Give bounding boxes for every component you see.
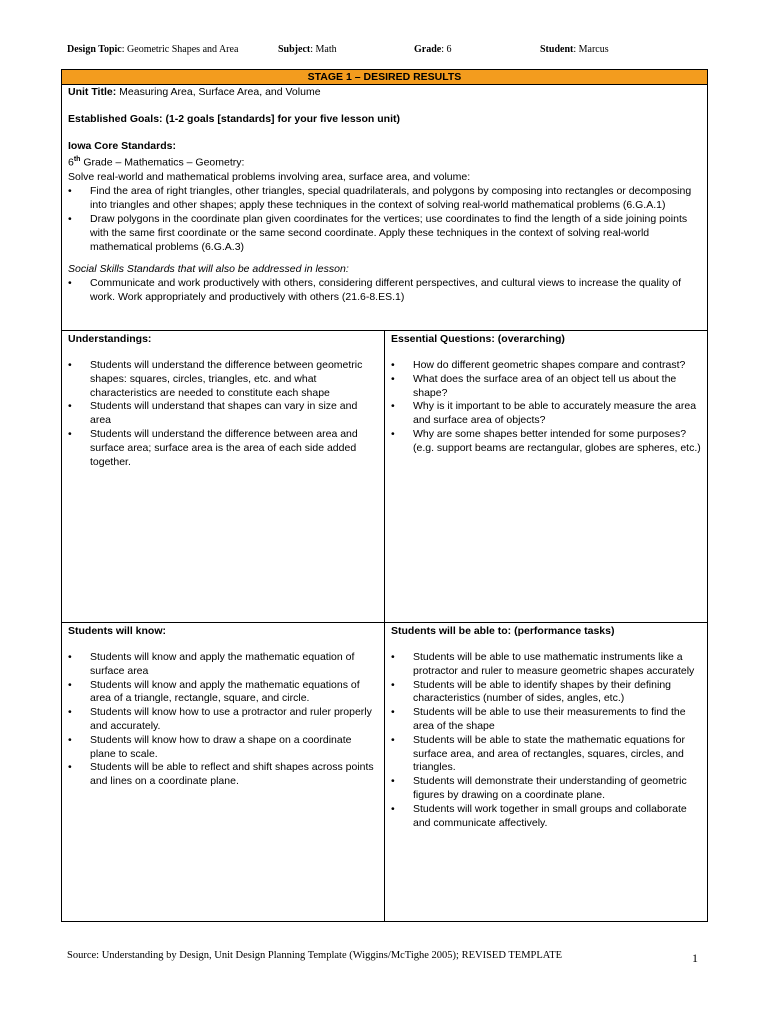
understandings-heading: Understandings: xyxy=(68,333,152,345)
list-item: • Students will understand the difference between geometric shapes: squares, circles, triangles, etc. and what characteristics are needed to constitute each shape xyxy=(68,359,378,400)
subject-value: Math xyxy=(315,44,337,55)
student-value: Marcus xyxy=(578,44,609,55)
understandings-list xyxy=(68,359,378,469)
essential-questions-list xyxy=(391,359,701,456)
list-item: • Why is it important to be able to accurately measure the area and surface area of objects? xyxy=(391,400,701,428)
document-header xyxy=(67,44,707,60)
list-item: • Students will be able to state the mathematic equations for surface area, and area of rectangles, squares, circles, and triangles. xyxy=(391,734,701,775)
list-item: • How do different geometric shapes compare and contrast? xyxy=(391,359,701,373)
grade-number: 6 xyxy=(68,156,74,169)
social-skill-bullet: • Communicate and work productively with others, considering different perspectives, and cultural views to increase the quality of work. Work appropriately and productively with others (21.6-8.ES.1) xyxy=(68,276,701,304)
student-field: Student: Marcus xyxy=(540,44,609,55)
list-item: • Students will know and apply the mathematic equations of area of a triangle, rectangle, square, and circle. xyxy=(68,679,378,707)
subject-label: Subject xyxy=(278,44,311,55)
students-will-know-list xyxy=(68,651,378,789)
unit-title-label: Unit Title: xyxy=(68,86,117,98)
grade-superscript: th xyxy=(73,156,81,163)
list-item: • Students will know how to draw a shape on a coordinate plane to scale. xyxy=(68,734,378,762)
grade-line xyxy=(68,153,701,170)
list-item: • Students will demonstrate their understanding of geometric figures by drawing on a coordinate plane. xyxy=(391,775,701,803)
design-topic-label: Design Topic xyxy=(67,44,122,55)
list-item: • Students will be able to identify shapes by their defining characteristics (number of sides, angles, etc.) xyxy=(391,679,701,707)
iowa-standards-heading: Iowa Core Standards: xyxy=(68,140,176,152)
design-topic-field: Design Topic: Geometric Shapes and Area xyxy=(67,44,239,55)
students-will-know-heading: Students will know: xyxy=(68,625,167,637)
list-item: • Students will be able to reflect and shift shapes across points and lines on a coordinate plane. xyxy=(68,761,378,789)
grade-field: Grade: 6 xyxy=(414,44,452,55)
grade-value: 6 xyxy=(446,44,452,55)
grade-label: Grade xyxy=(414,44,442,55)
list-item: • Students will know and apply the mathematic equation of surface area xyxy=(68,651,378,679)
list-item: • Students will be able to use mathematic instruments like a protractor and ruler to measure geometric shapes accurately xyxy=(391,651,701,679)
design-topic-value: Geometric Shapes and Area xyxy=(127,44,239,55)
standard-bullet: • Draw polygons in the coordinate plan given coordinates for the vertices; use coordinates to find the length of a side joining points with the same first coordinate or the same second coordinate. Apply these techniques in the context of solving real-world mathematical problems (6.G.A.3) xyxy=(68,212,701,254)
list-item: • Students will understand that shapes can vary in size and area xyxy=(68,400,378,428)
page-number: 1 xyxy=(692,951,698,965)
social-skills-heading: Social Skills Standards that will also be addressed in lesson: xyxy=(68,262,349,275)
source-footer: Source: Understanding by Design, Unit Design Planning Template (Wiggins/McTighe 2005); REVISED TEMPLATE xyxy=(67,950,563,961)
essential-questions-heading: Essential Questions: (overarching) xyxy=(391,333,565,345)
list-item: • What does the surface area of an object tell us about the shape? xyxy=(391,373,701,401)
unit-title xyxy=(68,85,701,99)
planning-table xyxy=(61,69,708,922)
goals-cell xyxy=(62,85,707,331)
standard-bullet: • Find the area of right triangles, other triangles, special quadrilaterals, and polygons by composing into rectangles or decomposing into triangles and other shapes; apply these techniques in the context of solving real-world mathematical problems (6.G.A.1) xyxy=(68,184,701,212)
list-item: • Students will understand the difference between area and surface area; surface area is the area of each side added together. xyxy=(68,428,378,469)
students-will-know-cell xyxy=(62,624,384,789)
students-able-to-list xyxy=(391,651,701,830)
established-goals-heading: Established Goals: (1-2 goals [standards] for your five lesson unit) xyxy=(68,113,400,125)
solve-line: Solve real-world and mathematical problems involving area, surface area, and volume: xyxy=(68,170,471,183)
unit-title-value: Measuring Area, Surface Area, and Volume xyxy=(119,86,321,98)
stage-title: STAGE 1 – DESIRED RESULTS xyxy=(62,70,707,85)
understandings-cell xyxy=(62,332,384,469)
list-item: • Why are some shapes better intended for some purposes? (e.g. support beams are rectangular, globes are spheres, etc.) xyxy=(391,428,701,456)
student-label: Student xyxy=(540,44,574,55)
list-item: • Students will know how to use a protractor and ruler properly and accurately. xyxy=(68,706,378,734)
list-item: • Students will work together in small groups and collaborate and communicate affectively. xyxy=(391,803,701,831)
list-item: • Students will be able to use their measurements to find the area of the shape xyxy=(391,706,701,734)
students-able-to-heading: Students will be able to: (performance tasks) xyxy=(391,625,615,637)
grade-subject-text: Grade – Mathematics – Geometry: xyxy=(80,156,245,169)
subject-field: Subject: Math xyxy=(278,44,337,55)
students-able-to-cell xyxy=(385,624,707,830)
essential-questions-cell xyxy=(385,332,707,456)
